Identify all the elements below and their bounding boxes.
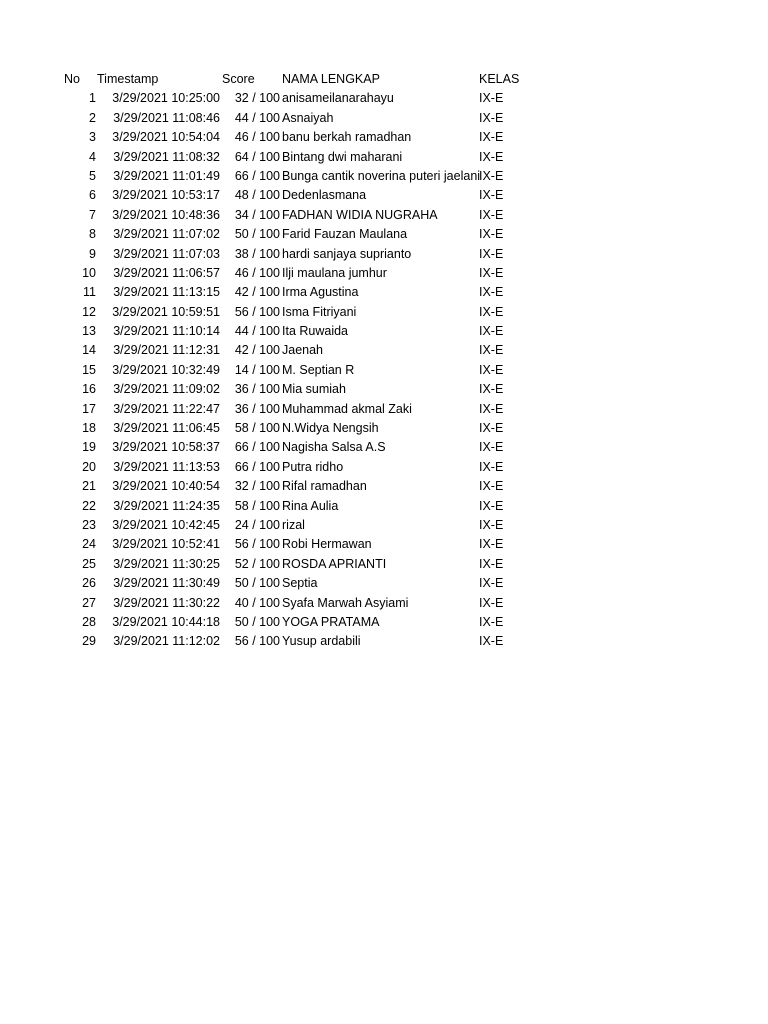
cell-no: 9 [89, 246, 96, 261]
cell-timestamp: 3/29/2021 10:44:18 [112, 614, 220, 629]
cell-kelas: IX-E [479, 207, 504, 222]
cell-no: 27 [82, 595, 96, 610]
cell-no: 23 [82, 517, 96, 532]
cell-score: 52 / 100 [234, 556, 280, 571]
cell-kelas: IX-E [479, 324, 504, 339]
cell-score: 32 / 100 [234, 91, 280, 106]
table-row [0, 458, 768, 477]
cell-score: 64 / 100 [234, 149, 280, 164]
cell-name: Rina Aulia [282, 498, 339, 513]
cell-no: 8 [89, 227, 96, 242]
table-row [0, 322, 768, 341]
cell-timestamp: 3/29/2021 11:10:14 [113, 324, 220, 339]
table-row [0, 206, 768, 225]
table-row [0, 303, 768, 322]
cell-timestamp: 3/29/2021 11:30:22 [113, 595, 220, 610]
cell-name: FADHAN WIDIA NUGRAHA [282, 207, 438, 222]
score-table [0, 70, 768, 652]
cell-kelas: IX-E [479, 110, 504, 125]
cell-no: 11 [83, 285, 96, 300]
cell-kelas: IX-E [479, 246, 504, 261]
table-row [0, 361, 768, 380]
cell-timestamp: 3/29/2021 11:06:57 [113, 265, 220, 280]
cell-timestamp: 3/29/2021 10:48:36 [112, 207, 220, 222]
cell-score: 58 / 100 [234, 421, 280, 436]
cell-kelas: IX-E [479, 362, 504, 377]
cell-name: Septia [282, 576, 318, 591]
cell-timestamp: 3/29/2021 11:12:02 [113, 634, 220, 649]
cell-no: 19 [82, 440, 96, 455]
cell-kelas: IX-E [479, 227, 504, 242]
table-row [0, 594, 768, 613]
cell-score: 56 / 100 [234, 634, 280, 649]
cell-kelas: IX-E [479, 188, 504, 203]
cell-no: 24 [82, 537, 96, 552]
cell-name: banu berkah ramadhan [282, 130, 412, 145]
cell-score: 46 / 100 [234, 265, 280, 280]
cell-kelas: IX-E [479, 91, 504, 106]
header-no: No [64, 72, 80, 86]
cell-kelas: IX-E [479, 382, 504, 397]
cell-score: 34 / 100 [234, 207, 280, 222]
cell-timestamp: 3/29/2021 11:08:46 [113, 110, 220, 125]
cell-timestamp: 3/29/2021 10:58:37 [112, 440, 220, 455]
cell-no: 16 [82, 382, 96, 397]
cell-no: 29 [82, 634, 96, 649]
cell-no: 26 [82, 576, 96, 591]
table-row [0, 497, 768, 516]
cell-timestamp: 3/29/2021 10:52:41 [112, 537, 220, 552]
cell-kelas: IX-E [479, 168, 504, 183]
table-header-row [0, 70, 768, 89]
cell-name: Bintang dwi maharani [282, 149, 403, 164]
cell-no: 17 [82, 401, 96, 416]
cell-score: 42 / 100 [234, 343, 280, 358]
cell-score: 66 / 100 [234, 440, 280, 455]
cell-name: N.Widya Nengsih [282, 421, 379, 436]
table-row [0, 380, 768, 399]
cell-name: Muhammad akmal Zaki [282, 401, 412, 416]
table-row [0, 438, 768, 457]
cell-score: 44 / 100 [234, 324, 280, 339]
cell-name: ROSDA APRIANTI [282, 556, 387, 571]
cell-no: 18 [82, 421, 96, 436]
cell-kelas: IX-E [479, 556, 504, 571]
cell-timestamp: 3/29/2021 11:01:49 [113, 168, 220, 183]
cell-kelas: IX-E [479, 634, 504, 649]
cell-kelas: IX-E [479, 459, 504, 474]
cell-no: 28 [82, 614, 96, 629]
cell-kelas: IX-E [479, 130, 504, 145]
cell-name: Syafa Marwah Asyiami [282, 595, 409, 610]
cell-kelas: IX-E [479, 595, 504, 610]
cell-name: YOGA PRATAMA [282, 614, 380, 629]
cell-no: 4 [89, 149, 96, 164]
cell-name: Jaenah [282, 343, 324, 358]
cell-timestamp: 3/29/2021 11:07:03 [113, 246, 220, 261]
cell-kelas: IX-E [479, 498, 504, 513]
table-row [0, 555, 768, 574]
cell-timestamp: 3/29/2021 10:53:17 [112, 188, 220, 203]
table-row [0, 613, 768, 632]
cell-name: Ilji maulana jumhur [282, 265, 387, 280]
cell-kelas: IX-E [479, 517, 504, 532]
cell-timestamp: 3/29/2021 11:12:31 [113, 343, 220, 358]
cell-name: Ita Ruwaida [282, 324, 349, 339]
table-row [0, 109, 768, 128]
cell-no: 25 [82, 556, 96, 571]
cell-no: 21 [82, 479, 96, 494]
cell-timestamp: 3/29/2021 10:40:54 [112, 479, 220, 494]
cell-score: 14 / 100 [234, 362, 280, 377]
cell-score: 32 / 100 [234, 479, 280, 494]
cell-kelas: IX-E [479, 265, 504, 280]
cell-name: Irma Agustina [282, 285, 359, 300]
header-kelas: KELAS [479, 72, 520, 86]
cell-name: hardi sanjaya suprianto [282, 246, 412, 261]
cell-score: 66 / 100 [234, 459, 280, 474]
cell-kelas: IX-E [479, 343, 504, 358]
cell-score: 58 / 100 [234, 498, 280, 513]
table-row [0, 89, 768, 108]
cell-timestamp: 3/29/2021 11:13:15 [113, 285, 220, 300]
table-row [0, 264, 768, 283]
cell-timestamp: 3/29/2021 11:22:47 [113, 401, 220, 416]
cell-name: Asnaiyah [282, 110, 334, 125]
table-row [0, 167, 768, 186]
cell-timestamp: 3/29/2021 11:30:25 [113, 556, 220, 571]
table-row [0, 341, 768, 360]
cell-name: Rifal ramadhan [282, 479, 367, 494]
cell-kelas: IX-E [479, 614, 504, 629]
cell-kelas: IX-E [479, 440, 504, 455]
cell-no: 13 [82, 324, 96, 339]
cell-name: Dedenlasmana [282, 188, 367, 203]
cell-kelas: IX-E [479, 421, 504, 436]
cell-no: 2 [89, 110, 96, 125]
cell-kelas: IX-E [479, 285, 504, 300]
cell-score: 42 / 100 [234, 285, 280, 300]
cell-score: 36 / 100 [234, 401, 280, 416]
table-body [0, 89, 768, 651]
cell-score: 50 / 100 [234, 576, 280, 591]
cell-timestamp: 3/29/2021 10:54:04 [112, 130, 220, 145]
cell-timestamp: 3/29/2021 10:42:45 [112, 517, 220, 532]
cell-no: 14 [82, 343, 96, 358]
cell-name: Putra ridho [282, 459, 344, 474]
cell-name: Isma Fitriyani [282, 304, 357, 319]
cell-timestamp: 3/29/2021 11:07:02 [113, 227, 220, 242]
header-name: NAMA LENGKAP [282, 72, 380, 86]
table-row [0, 632, 768, 651]
table-row [0, 535, 768, 554]
cell-timestamp: 3/29/2021 11:13:53 [113, 459, 220, 474]
cell-no: 12 [82, 304, 96, 319]
cell-kelas: IX-E [479, 576, 504, 591]
cell-kelas: IX-E [479, 304, 504, 319]
cell-score: 36 / 100 [234, 382, 280, 397]
table-row [0, 128, 768, 147]
cell-name: Nagisha Salsa A.S [282, 440, 386, 455]
cell-no: 10 [82, 265, 96, 280]
cell-name: Yusup ardabili [282, 634, 361, 649]
cell-no: 6 [89, 188, 96, 203]
cell-score: 56 / 100 [234, 304, 280, 319]
cell-score: 44 / 100 [234, 110, 280, 125]
cell-kelas: IX-E [479, 537, 504, 552]
header-timestamp: Timestamp [97, 72, 159, 86]
cell-name: Robi Hermawan [282, 537, 372, 552]
cell-timestamp: 3/29/2021 10:25:00 [112, 91, 220, 106]
cell-score: 50 / 100 [234, 614, 280, 629]
table-row [0, 245, 768, 264]
cell-score: 46 / 100 [234, 130, 280, 145]
cell-kelas: IX-E [479, 149, 504, 164]
table-row [0, 283, 768, 302]
cell-kelas: IX-E [479, 479, 504, 494]
cell-timestamp: 3/29/2021 11:30:49 [113, 576, 220, 591]
table-row [0, 516, 768, 535]
cell-kelas: IX-E [479, 401, 504, 416]
cell-score: 50 / 100 [234, 227, 280, 242]
cell-score: 66 / 100 [234, 168, 280, 183]
cell-name: anisameilanarahayu [282, 91, 394, 106]
cell-name: Mia sumiah [282, 382, 346, 397]
cell-no: 20 [82, 459, 96, 474]
cell-name: M. Septian R [282, 362, 355, 377]
cell-score: 40 / 100 [234, 595, 280, 610]
cell-name: Bunga cantik noverina puteri jaelani [282, 168, 481, 183]
table-row [0, 574, 768, 593]
cell-timestamp: 3/29/2021 11:08:32 [113, 149, 220, 164]
table-row [0, 419, 768, 438]
cell-no: 15 [82, 362, 96, 377]
cell-score: 24 / 100 [234, 517, 280, 532]
cell-timestamp: 3/29/2021 10:59:51 [112, 304, 220, 319]
table-row [0, 477, 768, 496]
table-row [0, 148, 768, 167]
table-row [0, 186, 768, 205]
cell-name: rizal [282, 517, 305, 532]
cell-timestamp: 3/29/2021 10:32:49 [112, 362, 220, 377]
table-row [0, 225, 768, 244]
cell-name: Farid Fauzan Maulana [282, 227, 408, 242]
cell-timestamp: 3/29/2021 11:09:02 [113, 382, 220, 397]
cell-no: 1 [89, 91, 96, 106]
cell-no: 22 [82, 498, 96, 513]
cell-no: 3 [89, 130, 96, 145]
cell-score: 48 / 100 [234, 188, 280, 203]
cell-score: 38 / 100 [234, 246, 280, 261]
table-row [0, 400, 768, 419]
cell-timestamp: 3/29/2021 11:24:35 [113, 498, 220, 513]
header-score: Score [222, 72, 255, 86]
cell-no: 5 [89, 168, 96, 183]
cell-no: 7 [89, 207, 96, 222]
cell-score: 56 / 100 [234, 537, 280, 552]
cell-timestamp: 3/29/2021 11:06:45 [113, 421, 220, 436]
